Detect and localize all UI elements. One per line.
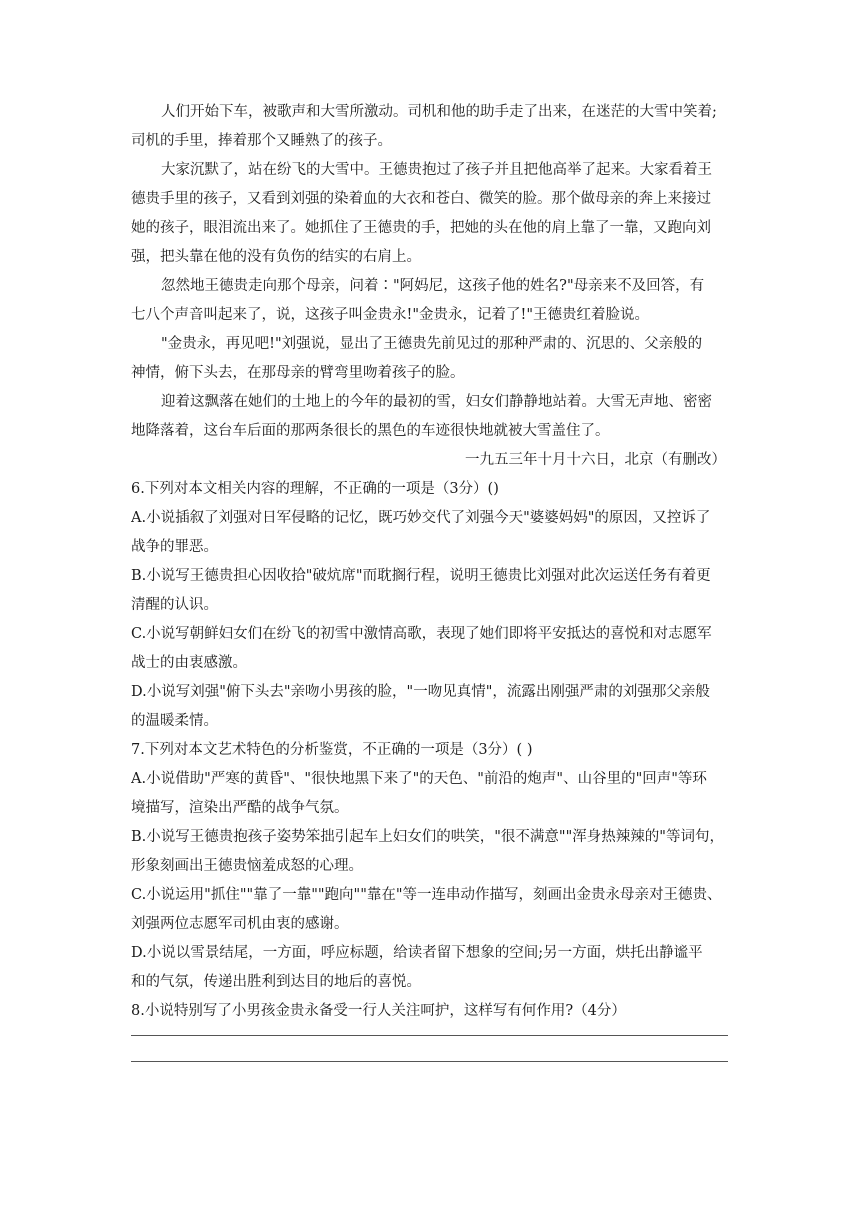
option-line: C.小说写朝鲜妇女们在纷飞的初雪中激情高歌，表现了她们即将平安抵达的喜悦和对志愿军 [131, 626, 712, 642]
option-line: 刘强两位志愿军司机由衷的感谢。 [131, 916, 349, 932]
question-7 [131, 736, 728, 997]
option-c[interactable] [131, 881, 728, 939]
text-line: 大家沉默了，站在纷飞的大雪中。王德贵抱过了孩子并且把他高举了起来。大家看着王 [161, 162, 712, 178]
option-a[interactable] [131, 504, 728, 562]
text-line: 神情，俯下头去，在那母亲的臂弯里吻着孩子的脸。 [131, 365, 465, 381]
question-stem: 6.下列对本文相关内容的理解，不正确的一项是（3分）() [131, 481, 499, 497]
option-line: B.小说写王德贵担心因收拾"破炕席"而耽搁行程，说明王德贵比刘强对此次运送任务有着更 [131, 568, 711, 584]
option-d[interactable] [131, 939, 728, 997]
option-line: D.小说以雪景结尾，一方面，呼应标题，给读者留下想象的空间;另一方面，烘托出静谧平 [131, 945, 703, 961]
option-line: A.小说插叙了刘强对日军侵略的记忆，既巧妙交代了刘强今天"婆婆妈妈"的原因，又控诉了 [131, 510, 711, 526]
text-line: 忽然地王德贵走向那个母亲，问着∶"阿妈尼，这孩子他的姓名?"母亲来不及回答，有 [161, 278, 705, 294]
question-8 [131, 997, 728, 1062]
passage-paragraph-3 [131, 272, 728, 330]
option-line: C.小说运用"抓住""靠了一靠""跑向""靠在"等一连串动作描写，刻画出金贵永母亲对王德贵、 [131, 887, 722, 903]
passage-paragraph-5 [131, 388, 728, 446]
option-a[interactable] [131, 765, 728, 823]
option-c[interactable] [131, 620, 728, 678]
option-line: 形象刻画出王德贵恼羞成怒的心理。 [131, 858, 363, 874]
text-line: 强，把头靠在他的没有负伤的结实的右肩上。 [131, 249, 421, 265]
text-line: 司机的手里，捧着那个又睡熟了的孩子。 [131, 133, 392, 149]
text-line: 人们开始下车，被歌声和大雪所激动。司机和他的助手走了出来，在迷茫的大雪中笑着; [161, 104, 717, 120]
option-d[interactable] [131, 678, 728, 736]
text-line: 七八个声音叫起来了，说，这孩子叫金贵永!"金贵永，记着了!"王德贵红着脸说。 [131, 307, 649, 323]
answer-line[interactable] [131, 1035, 728, 1036]
text-line: 迎着这飘落在她们的土地上的今年的最初的雪，妇女们静静地站着。大雪无声地、密密 [161, 394, 712, 410]
option-line: 清醒的认识。 [131, 597, 218, 613]
option-line: 战争的罪恶。 [131, 539, 218, 555]
option-b[interactable] [131, 562, 728, 620]
question-6 [131, 475, 728, 736]
answer-line[interactable] [131, 1061, 728, 1062]
text-line: "金贵永，再见吧!"刘强说，显出了王德贵先前见过的那种严肃的、沉思的、父亲般的 [161, 336, 703, 352]
option-line: 和的气氛，传递出胜利到达目的地后的喜悦。 [131, 974, 421, 990]
text-line: 德贵手里的孩子，又看到刘强的染着血的大衣和苍白、微笑的脸。那个做母亲的奔上来接过 [131, 191, 711, 207]
passage-paragraph-2 [131, 156, 728, 272]
option-line: 的温暖柔情。 [131, 713, 218, 729]
passage-paragraph-1 [131, 98, 728, 156]
text-line: 地降落着，这台车后面的那两条很长的黑色的车迹很快地就被大雪盖住了。 [131, 423, 610, 439]
option-b[interactable] [131, 823, 728, 881]
option-line: 战士的由衷感激。 [131, 655, 247, 671]
question-stem: 8.小说特别写了小男孩金贵永备受一行人关注呵护，这样写有何作用?（4分） [131, 1003, 626, 1019]
dateline: 一九五三年十月十六日，北京（有删改） [465, 452, 726, 468]
option-line: B.小说写王德贵抱孩子姿势笨拙引起车上妇女们的哄笑，"很不满意""浑身热辣辣的"等词句， [131, 829, 724, 845]
option-line: A.小说借助"严寒的黄昏"、"很快地黑下来了"的天色、"前沿的炮声"、山谷里的"回声"等环 [131, 771, 707, 787]
option-line: D.小说写刘强"俯下头去"亲吻小男孩的脸，"一吻见真情"，流露出刚强严肃的刘强那父亲般 [131, 684, 710, 700]
text-line: 她的孩子，眼泪流出来了。她抓住了王德贵的手，把她的头在他的肩上靠了一靠，又跑向刘 [131, 220, 711, 236]
option-line: 境描写，渲染出严酷的战争气氛。 [131, 800, 349, 816]
passage-paragraph-4 [131, 330, 728, 388]
question-stem: 7.下列对本文艺术特色的分析鉴赏，不正确的一项是（3分）( ) [131, 742, 533, 758]
